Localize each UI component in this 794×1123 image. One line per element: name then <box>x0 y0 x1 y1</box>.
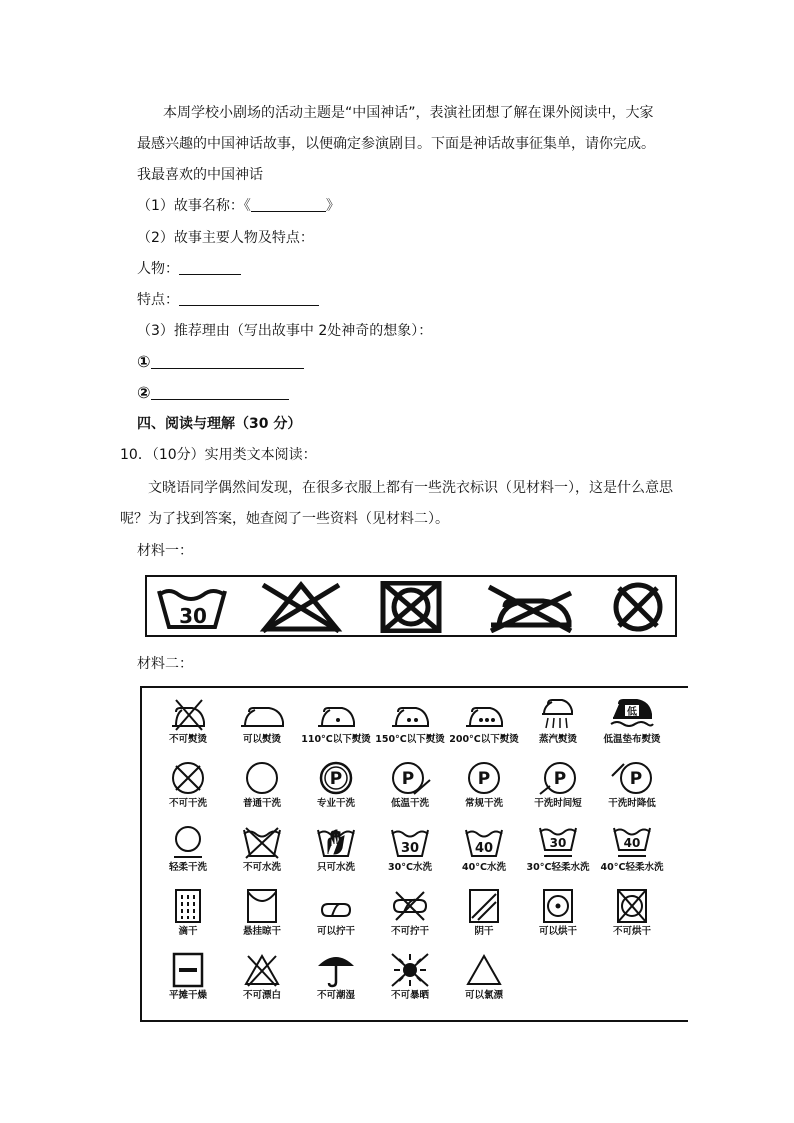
low-temp-dry-clean-icon <box>388 760 432 796</box>
person-blank[interactable] <box>179 260 241 275</box>
trait-label: 特点： <box>137 292 179 308</box>
no-wring-icon <box>388 888 432 924</box>
person-label: 人物： <box>137 261 179 277</box>
legend-item <box>300 952 372 1016</box>
legend-item <box>226 760 298 824</box>
wash-30-text: 30 <box>179 604 207 628</box>
normal-dry-clean-icon <box>462 760 506 796</box>
trait-blank[interactable] <box>179 291 319 306</box>
question-2: （2）故事主要人物及特点： <box>137 230 314 246</box>
legend-item <box>448 888 520 952</box>
legend-label: 可以烘干 <box>538 926 577 937</box>
no-sun-icon <box>388 952 432 988</box>
iron-icon <box>237 696 287 732</box>
legend-item <box>522 760 594 824</box>
legend-label: 200°C以下熨烫 <box>449 734 519 745</box>
legend-label: 低温干洗 <box>390 798 429 809</box>
legend-label: 30°C轻柔水洗 <box>526 862 590 873</box>
dry-clean-p-text: P <box>629 769 643 789</box>
question-10: 10．（10分）实用类文本阅读： <box>120 447 317 463</box>
dry-clean-p-text: P <box>329 769 343 789</box>
legend-item <box>374 952 446 1016</box>
intro-paragraph-line-2: 最感兴趣的中国神话故事，以便确定参演剧目。下面是神话故事征集单，请你完成。 <box>137 136 655 152</box>
legend-label: 不可拧干 <box>390 926 429 937</box>
legend-item <box>522 888 594 952</box>
iron-cloth-icon <box>607 696 657 732</box>
legend-item <box>152 824 224 888</box>
legend-item <box>226 952 298 1016</box>
legend-item <box>300 760 372 824</box>
legend-label: 150°C以下熨烫 <box>375 734 445 745</box>
chlorine-bleach-icon <box>462 952 506 988</box>
legend-label: 只可水洗 <box>316 862 355 873</box>
legend-item <box>226 824 298 888</box>
flat-dry-icon <box>166 952 210 988</box>
reason-2-marker: ② <box>137 383 151 402</box>
legend-item <box>596 760 668 824</box>
legend-item <box>300 824 372 888</box>
legend-item <box>522 696 594 760</box>
legend-label: 专业干洗 <box>316 798 355 809</box>
professional-dry-clean-icon <box>314 760 358 796</box>
question-3: （3）推荐理由（写出故事中 2处神奇的想象）： <box>137 323 433 339</box>
iron-cloth-text: 低 <box>627 707 637 718</box>
legend-item <box>374 696 446 760</box>
question-1-label: （1）故事名称：《 <box>137 198 251 214</box>
legend-label: 可以氯漂 <box>464 990 503 1001</box>
legend-item <box>448 696 520 760</box>
legend-label: 40°C轻柔水洗 <box>600 862 664 873</box>
reduced-dry-clean-icon <box>610 760 654 796</box>
no-dry-clean-icon <box>607 581 669 633</box>
dry-clean-p-text: P <box>477 769 491 789</box>
legend-label: 30°C水洗 <box>388 862 432 873</box>
legend-label: 悬挂晾干 <box>242 926 281 937</box>
question-1-end: 》 <box>325 198 340 214</box>
legend-label: 平摊干燥 <box>168 990 207 1001</box>
legend-label: 不可熨烫 <box>168 734 207 745</box>
no-iron-icon <box>166 696 210 732</box>
legend-item <box>596 824 668 888</box>
no-wet-icon <box>314 952 358 988</box>
legend-label: 不可烘干 <box>612 926 651 937</box>
wash-30-icon <box>153 581 229 633</box>
person-row <box>137 259 241 279</box>
legend-label: 干洗时间短 <box>534 798 582 809</box>
tumble-dry-icon <box>536 888 580 924</box>
legend-label: 阴干 <box>474 926 494 937</box>
legend-item <box>448 760 520 824</box>
wash-40-icon <box>462 824 506 860</box>
legend-item <box>596 888 668 952</box>
wring-icon <box>314 888 358 924</box>
steam-iron-icon <box>536 696 580 732</box>
legend-label: 轻柔干洗 <box>168 862 207 873</box>
iron-2dot-icon <box>388 696 432 732</box>
legend-item <box>152 952 224 1016</box>
drip-dry-icon <box>166 888 210 924</box>
material-2-table <box>140 686 688 1022</box>
reading-paragraph-line-1: 文晓语同学偶然间发现，在很多衣服上都有一些洗衣标识（见材料一），这是什么意思 <box>148 480 673 496</box>
legend-label: 低温垫布熨烫 <box>603 734 661 745</box>
legend-label: 可以拧干 <box>316 926 355 937</box>
no-iron-icon <box>485 581 575 633</box>
legend-label: 可以熨烫 <box>242 734 281 745</box>
reason-1-blank[interactable] <box>151 354 304 369</box>
legend-label: 不可干洗 <box>168 798 207 809</box>
legend-label: 110°C以下熨烫 <box>301 734 371 745</box>
line-dry-icon <box>240 888 284 924</box>
legend-label: 滴干 <box>178 926 198 937</box>
legend-item <box>226 696 298 760</box>
no-wash-icon <box>240 824 284 860</box>
gentle-wash-40-icon <box>610 824 654 860</box>
legend-item <box>448 952 520 1016</box>
gentle-dry-clean-icon <box>166 824 210 860</box>
legend-item <box>448 824 520 888</box>
reason-1-marker: ① <box>137 352 151 371</box>
no-dry-clean-icon <box>166 760 210 796</box>
no-tumble-dry-icon <box>377 581 445 633</box>
dry-clean-p-text: P <box>401 769 415 789</box>
legend-label: 不可水洗 <box>242 862 281 873</box>
trait-row <box>137 290 319 310</box>
material-2-label: 材料二： <box>137 656 193 672</box>
reason-1-row <box>137 352 304 373</box>
legend-label: 不可漂白 <box>242 990 281 1001</box>
legend-label: 40°C水洗 <box>462 862 506 873</box>
legend-label: 不可暴晒 <box>390 990 429 1001</box>
legend-label: 普通干洗 <box>242 798 281 809</box>
reason-2-row <box>137 383 289 404</box>
legend-label: 常规干洗 <box>464 798 503 809</box>
no-tumble-dry-icon <box>610 888 654 924</box>
material-1-label: 材料一： <box>137 543 193 559</box>
legend-item <box>152 696 224 760</box>
material-1-strip <box>145 575 677 637</box>
wash-30-icon <box>388 824 432 860</box>
legend-item <box>522 824 594 888</box>
dry-clean-icon <box>240 760 284 796</box>
wash-temp-text: 40 <box>623 836 641 850</box>
legend-item <box>300 888 372 952</box>
dry-clean-p-text: P <box>553 769 567 789</box>
iron-3dot-icon <box>462 696 506 732</box>
legend-label: 蒸汽熨烫 <box>538 734 577 745</box>
legend-item <box>374 824 446 888</box>
legend-label: 不可潮湿 <box>316 990 355 1001</box>
legend-item <box>226 888 298 952</box>
wash-temp-text: 40 <box>474 841 494 856</box>
shade-dry-icon <box>462 888 506 924</box>
intro-paragraph-line-1: 本周学校小剧场的活动主题是“中国神话”，表演社团想了解在课外阅读中，大家 <box>163 105 654 121</box>
legend-item <box>374 760 446 824</box>
wash-temp-text: 30 <box>549 836 567 850</box>
legend-label: 干洗时降低 <box>608 798 656 809</box>
section-heading: 四、阅读与理解（30 分） <box>137 416 302 432</box>
gentle-wash-30-icon <box>536 824 580 860</box>
legend-item <box>300 696 372 760</box>
no-bleach-icon <box>255 581 347 633</box>
hand-wash-icon <box>314 824 358 860</box>
reading-paragraph-line-2: 呢？为了找到答案，她查阅了一些资料（见材料二）。 <box>120 511 449 527</box>
no-bleach-icon <box>240 952 284 988</box>
story-name-blank[interactable] <box>251 197 326 212</box>
reason-2-blank[interactable] <box>151 385 289 400</box>
legend-item <box>152 760 224 824</box>
legend-item <box>152 888 224 952</box>
form-title: 我最喜欢的中国神话 <box>137 167 263 183</box>
question-1 <box>137 196 340 216</box>
legend-item <box>596 696 668 760</box>
legend-item <box>374 888 446 952</box>
iron-1dot-icon <box>314 696 358 732</box>
wash-temp-text: 30 <box>400 841 420 856</box>
short-dry-clean-icon <box>536 760 580 796</box>
